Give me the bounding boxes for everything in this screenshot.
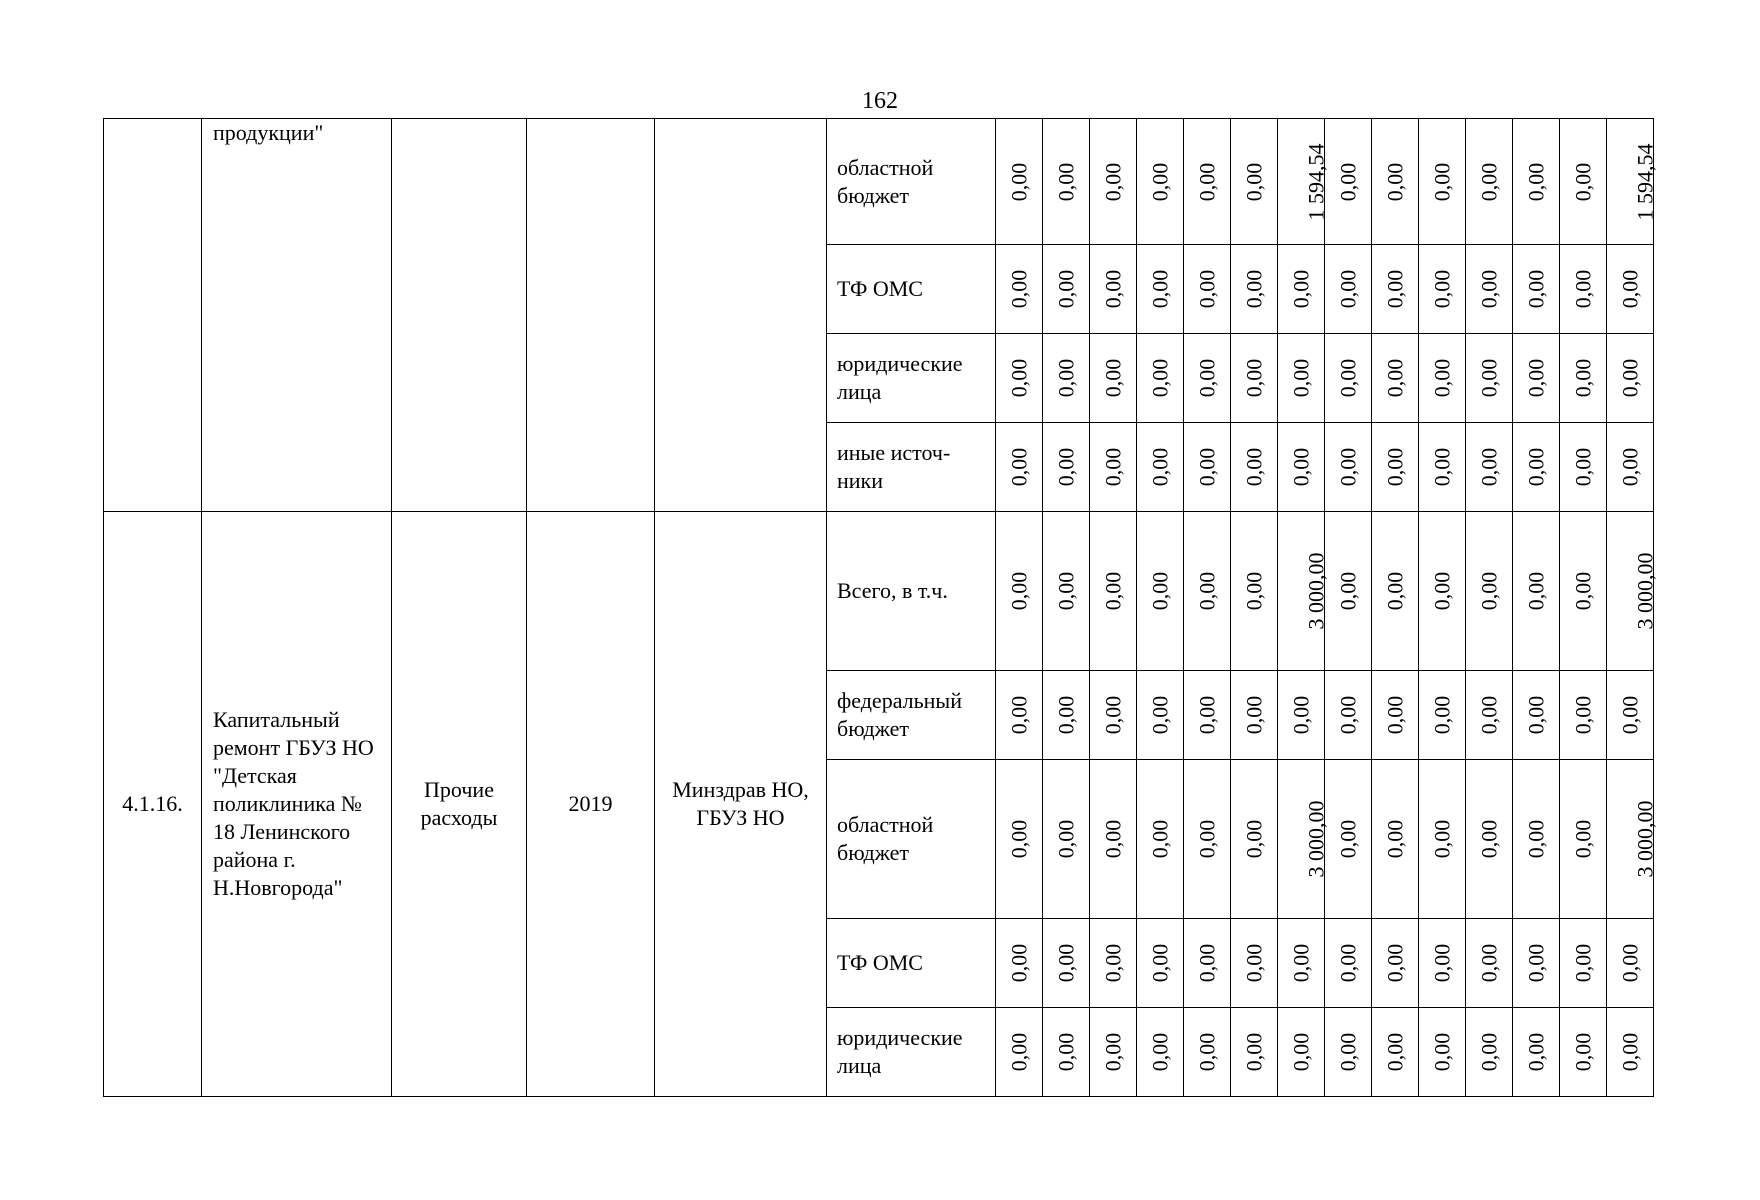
value-text: 0,00 bbox=[1100, 358, 1125, 398]
value-text: 3 000,00 bbox=[1303, 552, 1329, 630]
value-text: 0,00 bbox=[1194, 695, 1219, 735]
value-cell bbox=[1513, 760, 1560, 919]
funding-source-cell: ТФ ОМС bbox=[827, 245, 996, 334]
value-cell bbox=[1513, 919, 1560, 1008]
value-cell bbox=[1090, 334, 1137, 423]
value-cell bbox=[1466, 423, 1513, 512]
value-text: 0,00 bbox=[1335, 269, 1360, 309]
value-text: 0,00 bbox=[1429, 819, 1454, 859]
value-text: 0,00 bbox=[1570, 269, 1595, 309]
value-cell bbox=[1278, 1008, 1325, 1097]
value-text: 0,00 bbox=[1570, 358, 1595, 398]
item-number-cell bbox=[104, 119, 202, 512]
page-number: 162 bbox=[862, 88, 898, 114]
value-text: 0,00 bbox=[1523, 358, 1548, 398]
value-cell bbox=[1043, 1008, 1090, 1097]
value-text: 0,00 bbox=[1382, 943, 1407, 983]
value-text: 0,00 bbox=[1053, 1032, 1078, 1072]
value-text: 0,00 bbox=[1382, 571, 1407, 611]
value-text: 0,00 bbox=[1006, 358, 1031, 398]
value-cell bbox=[1184, 671, 1231, 760]
value-text: 0,00 bbox=[1053, 162, 1078, 201]
value-text: 0,00 bbox=[1241, 943, 1266, 983]
value-cell bbox=[1607, 512, 1658, 671]
value-cell bbox=[996, 1008, 1043, 1097]
value-cell bbox=[1043, 334, 1090, 423]
value-text: 0,00 bbox=[1476, 695, 1501, 735]
value-text: 1 594,54 bbox=[1303, 143, 1329, 220]
value-text: 0,00 bbox=[1570, 447, 1595, 487]
value-text: 0,00 bbox=[1147, 695, 1172, 735]
value-text: 0,00 bbox=[1100, 162, 1125, 201]
funding-source-cell: федеральный бюджет bbox=[827, 671, 996, 760]
value-text: 0,00 bbox=[1570, 819, 1595, 859]
value-cell bbox=[1090, 423, 1137, 512]
value-text: 0,00 bbox=[1335, 943, 1360, 983]
value-text: 0,00 bbox=[1147, 162, 1172, 201]
value-cell bbox=[1325, 760, 1372, 919]
value-text: 0,00 bbox=[1570, 695, 1595, 735]
value-cell bbox=[1372, 919, 1419, 1008]
value-cell bbox=[1372, 671, 1419, 760]
value-text: 0,00 bbox=[1006, 162, 1031, 201]
value-cell bbox=[1607, 245, 1654, 334]
value-text: 0,00 bbox=[1006, 1032, 1031, 1072]
value-cell bbox=[1419, 760, 1466, 919]
value-text: 0,00 bbox=[1382, 162, 1407, 201]
value-cell bbox=[996, 245, 1043, 334]
value-cell bbox=[1466, 119, 1513, 245]
value-text: 0,00 bbox=[1100, 269, 1125, 309]
table-row bbox=[104, 512, 1654, 671]
value-text: 0,00 bbox=[1147, 269, 1172, 309]
value-text: 0,00 bbox=[1147, 447, 1172, 487]
value-text: 0,00 bbox=[1429, 695, 1454, 735]
value-cell bbox=[1090, 245, 1137, 334]
value-cell bbox=[1607, 423, 1654, 512]
value-text: 0,00 bbox=[1523, 1032, 1548, 1072]
funding-source-cell: иные источ-ники bbox=[827, 423, 996, 512]
value-text: 0,00 bbox=[1194, 358, 1219, 398]
value-cell bbox=[1372, 423, 1419, 512]
value-text: 0,00 bbox=[1382, 269, 1407, 309]
value-cell bbox=[1184, 423, 1231, 512]
value-cell bbox=[1513, 245, 1560, 334]
value-cell bbox=[1184, 512, 1231, 671]
value-text: 0,00 bbox=[1194, 1032, 1219, 1072]
table-row bbox=[104, 119, 1654, 245]
value-cell bbox=[996, 423, 1043, 512]
value-cell bbox=[996, 671, 1043, 760]
value-text: 0,00 bbox=[1429, 269, 1454, 309]
value-text: 0,00 bbox=[1570, 1032, 1595, 1072]
value-text: 0,00 bbox=[1194, 571, 1219, 611]
value-cell bbox=[996, 512, 1043, 671]
value-cell bbox=[1278, 334, 1325, 423]
value-text: 0,00 bbox=[1241, 1032, 1266, 1072]
value-cell bbox=[1560, 671, 1607, 760]
value-cell bbox=[1184, 919, 1231, 1008]
value-cell bbox=[1419, 119, 1466, 245]
value-text: 0,00 bbox=[1194, 162, 1219, 201]
value-text: 0,00 bbox=[1335, 571, 1360, 611]
value-cell bbox=[1137, 119, 1184, 245]
value-text: 0,00 bbox=[1053, 269, 1078, 309]
value-cell bbox=[1278, 671, 1325, 760]
value-cell bbox=[1184, 1008, 1231, 1097]
value-text: 0,00 bbox=[1382, 695, 1407, 735]
expense-type-cell bbox=[392, 119, 527, 512]
value-cell bbox=[1560, 919, 1607, 1008]
value-text: 0,00 bbox=[1429, 571, 1454, 611]
value-cell bbox=[1137, 1008, 1184, 1097]
value-cell bbox=[1466, 919, 1513, 1008]
value-cell bbox=[1372, 334, 1419, 423]
value-text: 0,00 bbox=[1288, 269, 1313, 309]
value-text: 0,00 bbox=[1288, 943, 1313, 983]
year-cell: 2019 bbox=[527, 512, 655, 1097]
funding-source-cell: Всего, в т.ч. bbox=[827, 512, 996, 671]
value-cell bbox=[1137, 245, 1184, 334]
value-cell bbox=[1043, 119, 1090, 245]
value-text: 0,00 bbox=[1476, 1032, 1501, 1072]
value-text: 0,00 bbox=[1570, 571, 1595, 611]
value-text: 0,00 bbox=[1617, 358, 1642, 398]
value-text: 0,00 bbox=[1523, 819, 1548, 859]
value-cell bbox=[1278, 760, 1329, 919]
value-text: 0,00 bbox=[1006, 943, 1031, 983]
value-cell bbox=[1466, 671, 1513, 760]
value-text: 0,00 bbox=[1100, 571, 1125, 611]
value-cell bbox=[1137, 671, 1184, 760]
value-text: 0,00 bbox=[1429, 943, 1454, 983]
budget-table bbox=[103, 118, 1658, 1097]
value-cell bbox=[1372, 119, 1419, 245]
value-text: 0,00 bbox=[1053, 358, 1078, 398]
value-cell bbox=[1419, 671, 1466, 760]
table-body bbox=[104, 119, 1658, 1097]
value-cell bbox=[1090, 1008, 1137, 1097]
value-text: 0,00 bbox=[1053, 695, 1078, 735]
value-cell bbox=[1607, 334, 1654, 423]
value-cell bbox=[1043, 245, 1090, 334]
value-cell bbox=[1372, 245, 1419, 334]
value-cell bbox=[1043, 512, 1090, 671]
value-cell bbox=[1419, 1008, 1466, 1097]
value-text: 0,00 bbox=[1617, 1032, 1642, 1072]
value-text: 0,00 bbox=[1147, 571, 1172, 611]
value-text: 0,00 bbox=[1241, 571, 1266, 611]
value-cell bbox=[1325, 512, 1372, 671]
value-text: 0,00 bbox=[1429, 358, 1454, 398]
funding-source-cell: юридические лица bbox=[827, 334, 996, 423]
value-text: 0,00 bbox=[1335, 1032, 1360, 1072]
value-cell bbox=[1043, 423, 1090, 512]
value-cell bbox=[1513, 512, 1560, 671]
value-text: 0,00 bbox=[1053, 571, 1078, 611]
value-text: 0,00 bbox=[1288, 1032, 1313, 1072]
value-cell bbox=[1184, 760, 1231, 919]
value-cell bbox=[1278, 512, 1329, 671]
value-cell bbox=[1513, 671, 1560, 760]
value-cell bbox=[1137, 334, 1184, 423]
value-text: 0,00 bbox=[1335, 162, 1360, 201]
value-text: 0,00 bbox=[1617, 943, 1642, 983]
value-text: 0,00 bbox=[1570, 162, 1595, 201]
value-cell bbox=[1466, 245, 1513, 334]
value-cell bbox=[1513, 423, 1560, 512]
value-text: 0,00 bbox=[1382, 447, 1407, 487]
value-text: 0,00 bbox=[1147, 1032, 1172, 1072]
value-text: 0,00 bbox=[1523, 695, 1548, 735]
value-text: 0,00 bbox=[1194, 819, 1219, 859]
value-cell bbox=[1513, 1008, 1560, 1097]
value-cell bbox=[1466, 1008, 1513, 1097]
value-text: 0,00 bbox=[1100, 819, 1125, 859]
value-cell bbox=[1372, 512, 1419, 671]
value-cell bbox=[1231, 919, 1278, 1008]
value-cell bbox=[1231, 671, 1278, 760]
value-cell bbox=[1325, 334, 1372, 423]
value-text: 3 000,00 bbox=[1632, 552, 1658, 630]
value-cell bbox=[1466, 512, 1513, 671]
value-cell bbox=[1278, 423, 1325, 512]
value-text: 3 000,00 bbox=[1632, 800, 1658, 878]
value-text: 0,00 bbox=[1335, 358, 1360, 398]
value-cell bbox=[1513, 334, 1560, 423]
value-text: 0,00 bbox=[1241, 162, 1266, 201]
value-text: 0,00 bbox=[1523, 943, 1548, 983]
value-cell bbox=[1137, 512, 1184, 671]
value-cell bbox=[1184, 119, 1231, 245]
year-cell bbox=[527, 119, 655, 512]
value-cell bbox=[996, 919, 1043, 1008]
value-text: 0,00 bbox=[1006, 819, 1031, 859]
value-text: 0,00 bbox=[1476, 358, 1501, 398]
value-cell bbox=[1372, 760, 1419, 919]
value-cell bbox=[1325, 671, 1372, 760]
value-cell bbox=[1419, 245, 1466, 334]
value-text: 0,00 bbox=[1147, 358, 1172, 398]
value-cell bbox=[1043, 919, 1090, 1008]
value-cell bbox=[1325, 1008, 1372, 1097]
value-text: 0,00 bbox=[1476, 447, 1501, 487]
funding-source-cell: областной бюджет bbox=[827, 760, 996, 919]
value-cell bbox=[1513, 119, 1560, 245]
item-name-cell: Капитальный ремонт ГБУЗ НО "Детская поликлиника № 18 Ленинского района г. Н.Новгорода" bbox=[202, 512, 392, 1097]
value-text: 0,00 bbox=[1429, 1032, 1454, 1072]
funding-source-cell: ТФ ОМС bbox=[827, 919, 996, 1008]
value-text: 0,00 bbox=[1617, 269, 1642, 309]
value-text: 1 594,54 bbox=[1632, 143, 1658, 220]
value-text: 0,00 bbox=[1382, 1032, 1407, 1072]
value-text: 0,00 bbox=[1382, 819, 1407, 859]
value-cell bbox=[1231, 760, 1278, 919]
value-cell bbox=[1325, 245, 1372, 334]
value-text: 0,00 bbox=[1100, 943, 1125, 983]
value-text: 0,00 bbox=[1100, 447, 1125, 487]
value-text: 3 000,00 bbox=[1303, 800, 1329, 878]
value-text: 0,00 bbox=[1335, 819, 1360, 859]
item-name-cell: продукции" bbox=[202, 119, 392, 512]
value-text: 0,00 bbox=[1241, 695, 1266, 735]
value-cell bbox=[996, 119, 1043, 245]
value-text: 0,00 bbox=[1523, 571, 1548, 611]
value-cell bbox=[1560, 1008, 1607, 1097]
value-text: 0,00 bbox=[1335, 695, 1360, 735]
value-cell bbox=[1231, 423, 1278, 512]
value-cell bbox=[1231, 1008, 1278, 1097]
value-cell bbox=[1607, 919, 1654, 1008]
value-cell bbox=[996, 760, 1043, 919]
value-text: 0,00 bbox=[1429, 162, 1454, 201]
value-cell bbox=[1231, 245, 1278, 334]
value-cell bbox=[1607, 1008, 1654, 1097]
value-text: 0,00 bbox=[1053, 819, 1078, 859]
value-text: 0,00 bbox=[1523, 447, 1548, 487]
value-cell bbox=[1137, 760, 1184, 919]
value-text: 0,00 bbox=[1053, 447, 1078, 487]
value-text: 0,00 bbox=[1147, 819, 1172, 859]
value-text: 0,00 bbox=[1241, 358, 1266, 398]
value-text: 0,00 bbox=[1006, 447, 1031, 487]
value-text: 0,00 bbox=[1382, 358, 1407, 398]
value-text: 0,00 bbox=[1006, 269, 1031, 309]
value-text: 0,00 bbox=[1476, 819, 1501, 859]
value-text: 0,00 bbox=[1241, 447, 1266, 487]
value-cell bbox=[1325, 423, 1372, 512]
value-text: 0,00 bbox=[1100, 695, 1125, 735]
value-cell bbox=[1560, 760, 1607, 919]
value-text: 0,00 bbox=[1523, 269, 1548, 309]
value-text: 0,00 bbox=[1100, 1032, 1125, 1072]
funding-source-cell: областной бюджет bbox=[827, 119, 996, 245]
value-cell bbox=[1278, 919, 1325, 1008]
value-cell bbox=[1278, 245, 1325, 334]
value-text: 0,00 bbox=[1476, 571, 1501, 611]
value-text: 0,00 bbox=[1429, 447, 1454, 487]
value-cell bbox=[1607, 760, 1658, 919]
value-cell bbox=[1231, 334, 1278, 423]
value-text: 0,00 bbox=[1194, 943, 1219, 983]
value-text: 0,00 bbox=[1288, 358, 1313, 398]
value-cell bbox=[1419, 423, 1466, 512]
value-text: 0,00 bbox=[1335, 447, 1360, 487]
value-cell bbox=[1090, 760, 1137, 919]
value-cell bbox=[1560, 245, 1607, 334]
value-cell bbox=[1090, 919, 1137, 1008]
executor-cell bbox=[655, 119, 827, 512]
value-text: 0,00 bbox=[1617, 447, 1642, 487]
value-cell bbox=[1137, 423, 1184, 512]
value-text: 0,00 bbox=[1570, 943, 1595, 983]
value-text: 0,00 bbox=[1288, 447, 1313, 487]
value-cell bbox=[1043, 760, 1090, 919]
value-cell bbox=[1607, 671, 1654, 760]
value-cell bbox=[1043, 671, 1090, 760]
value-text: 0,00 bbox=[1476, 943, 1501, 983]
value-cell bbox=[1090, 512, 1137, 671]
value-text: 0,00 bbox=[1147, 943, 1172, 983]
value-cell bbox=[1560, 119, 1607, 245]
value-cell bbox=[1231, 512, 1278, 671]
value-text: 0,00 bbox=[1006, 571, 1031, 611]
value-text: 0,00 bbox=[1288, 695, 1313, 735]
value-cell bbox=[1137, 919, 1184, 1008]
value-text: 0,00 bbox=[1194, 269, 1219, 309]
funding-source-cell: юридические лица bbox=[827, 1008, 996, 1097]
value-cell bbox=[1325, 919, 1372, 1008]
value-cell bbox=[1419, 512, 1466, 671]
value-text: 0,00 bbox=[1476, 162, 1501, 201]
value-cell bbox=[1466, 334, 1513, 423]
value-cell bbox=[1184, 245, 1231, 334]
value-text: 0,00 bbox=[1241, 269, 1266, 309]
value-cell bbox=[1372, 1008, 1419, 1097]
value-cell bbox=[1560, 423, 1607, 512]
expense-type-cell: Прочие расходы bbox=[392, 512, 527, 1097]
value-cell bbox=[1560, 512, 1607, 671]
value-text: 0,00 bbox=[1241, 819, 1266, 859]
value-cell bbox=[1419, 919, 1466, 1008]
value-cell bbox=[1466, 760, 1513, 919]
value-text: 0,00 bbox=[1476, 269, 1501, 309]
value-cell bbox=[1231, 119, 1278, 245]
value-text: 0,00 bbox=[1194, 447, 1219, 487]
value-text: 0,00 bbox=[1523, 162, 1548, 201]
executor-cell: Минздрав НО, ГБУЗ НО bbox=[655, 512, 827, 1097]
value-cell bbox=[996, 334, 1043, 423]
value-cell bbox=[1325, 119, 1372, 245]
value-text: 0,00 bbox=[1053, 943, 1078, 983]
value-cell bbox=[1419, 334, 1466, 423]
value-cell bbox=[1184, 334, 1231, 423]
value-text: 0,00 bbox=[1006, 695, 1031, 735]
value-cell bbox=[1278, 119, 1329, 245]
item-number-cell: 4.1.16. bbox=[104, 512, 202, 1097]
value-cell bbox=[1607, 119, 1658, 245]
value-cell bbox=[1090, 671, 1137, 760]
value-text: 0,00 bbox=[1617, 695, 1642, 735]
value-cell bbox=[1090, 119, 1137, 245]
value-cell bbox=[1560, 334, 1607, 423]
